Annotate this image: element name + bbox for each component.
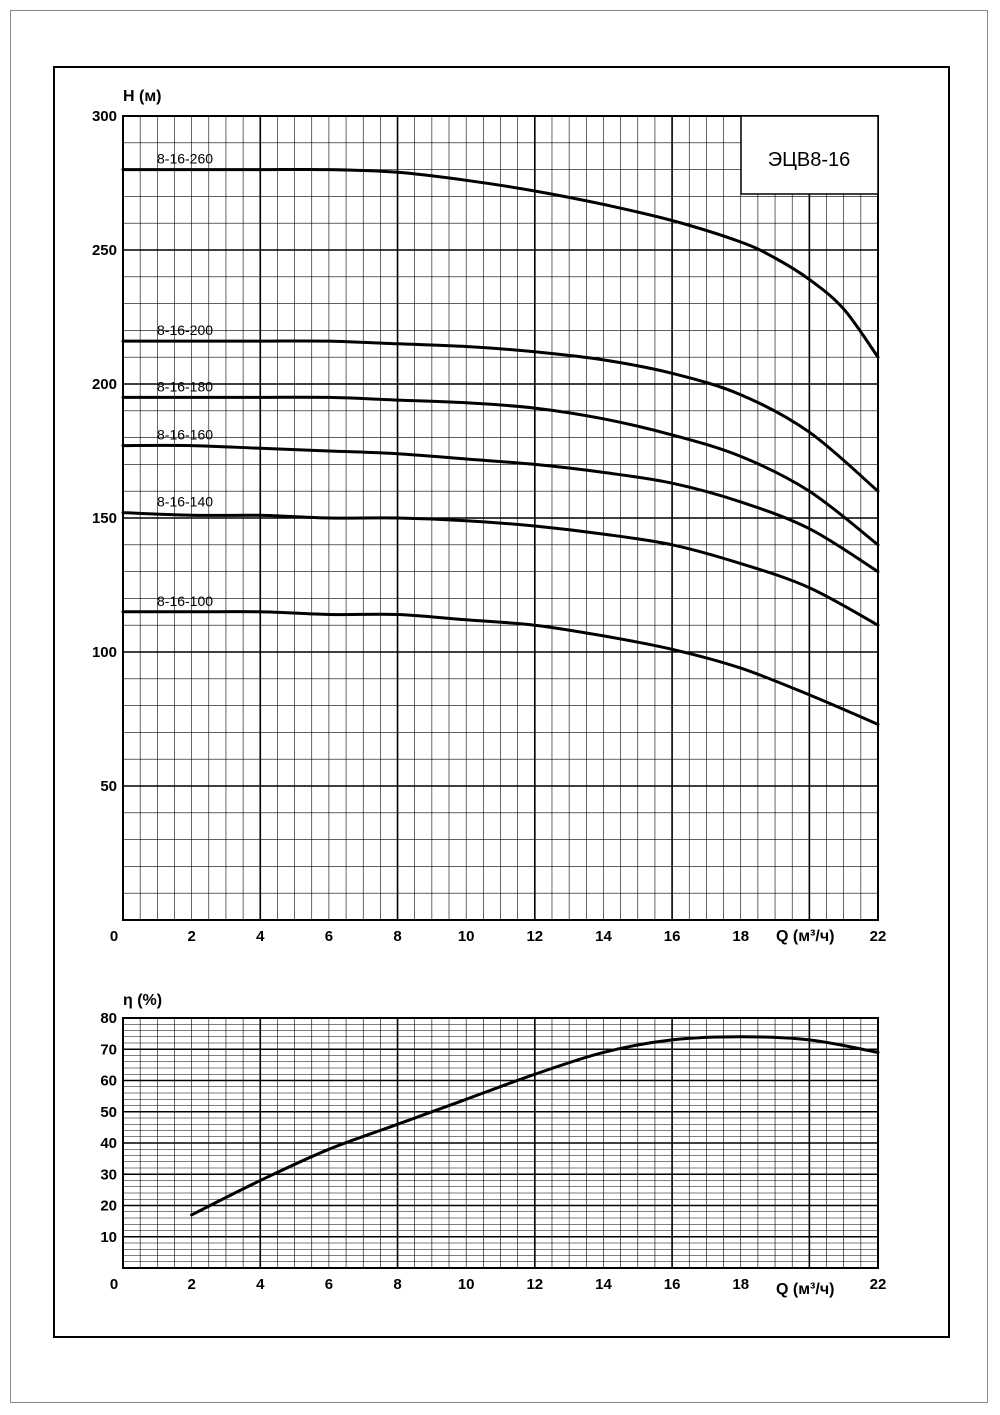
y-tick-label: 40 [100,1135,117,1152]
head-x-tick-labels [110,928,887,945]
head-y-tick-labels [92,108,117,795]
y-tick-label: 10 [100,1228,117,1246]
x-tick-label: 12 [526,1276,544,1293]
y-tick-label: 50 [100,1103,117,1121]
x-tick-label: 2 [187,1276,196,1293]
head-curve-labels [157,151,213,609]
x-tick-label: 16 [663,1276,681,1293]
x-tick-label: 10 [457,1276,475,1293]
y-tick-label: 150 [91,510,117,527]
y-tick-label: 200 [91,376,117,393]
x-tick-label: 6 [324,1276,334,1293]
efficiency-y-axis-label: η (%) [123,992,163,1009]
x-tick-label: 0 [109,928,119,945]
y-tick-label: 100 [91,644,117,661]
y-tick-label: 70 [100,1041,117,1059]
x-tick-label: 10 [457,928,475,945]
curve-label: 8-16-160 [157,426,214,443]
head-grid [123,116,878,920]
x-tick-label: 0 [109,1276,119,1293]
x-tick-label: 4 [256,928,265,945]
y-tick-label: 30 [100,1166,117,1184]
curve-label: 8-16-200 [157,322,214,339]
x-tick-label: 12 [526,928,544,945]
curve-label: 8-16-180 [157,378,214,395]
x-tick-label: 2 [187,928,196,945]
x-tick-label: 14 [595,1276,612,1293]
curve-label: 8-16-140 [157,493,214,510]
x-tick-label: 22 [869,1276,887,1293]
x-tick-label: 6 [324,928,334,945]
y-tick-label: 80 [100,1010,117,1027]
y-tick-label: 300 [91,108,117,125]
efficiency-y-tick-labels [100,1010,117,1246]
head-y-axis-label: H (м) [123,88,162,105]
y-tick-label: 60 [100,1072,117,1090]
head-chart [92,88,886,945]
y-tick-label: 50 [100,778,117,795]
chart-title: ЭЦВ8-16 [767,149,851,171]
efficiency-x-tick-labels [110,1276,887,1293]
efficiency-chart [100,992,886,1298]
curve-label: 8-16-100 [157,592,214,609]
efficiency-x-axis-label: Q (м³/ч) [776,1281,835,1298]
x-tick-label: 22 [869,928,887,945]
x-tick-label: 18 [732,928,750,945]
x-tick-label: 16 [663,928,681,945]
curve-label: 8-16-260 [157,150,214,167]
y-tick-label: 250 [91,242,117,259]
x-tick-label: 8 [393,928,402,945]
x-tick-label: 8 [393,1276,402,1293]
x-tick-label: 14 [595,928,612,945]
head-x-axis-label: Q (м³/ч) [776,928,835,945]
y-tick-label: 20 [100,1197,117,1215]
x-tick-label: 4 [256,1276,265,1293]
x-tick-label: 18 [732,1276,750,1293]
efficiency-grid [123,1018,878,1268]
